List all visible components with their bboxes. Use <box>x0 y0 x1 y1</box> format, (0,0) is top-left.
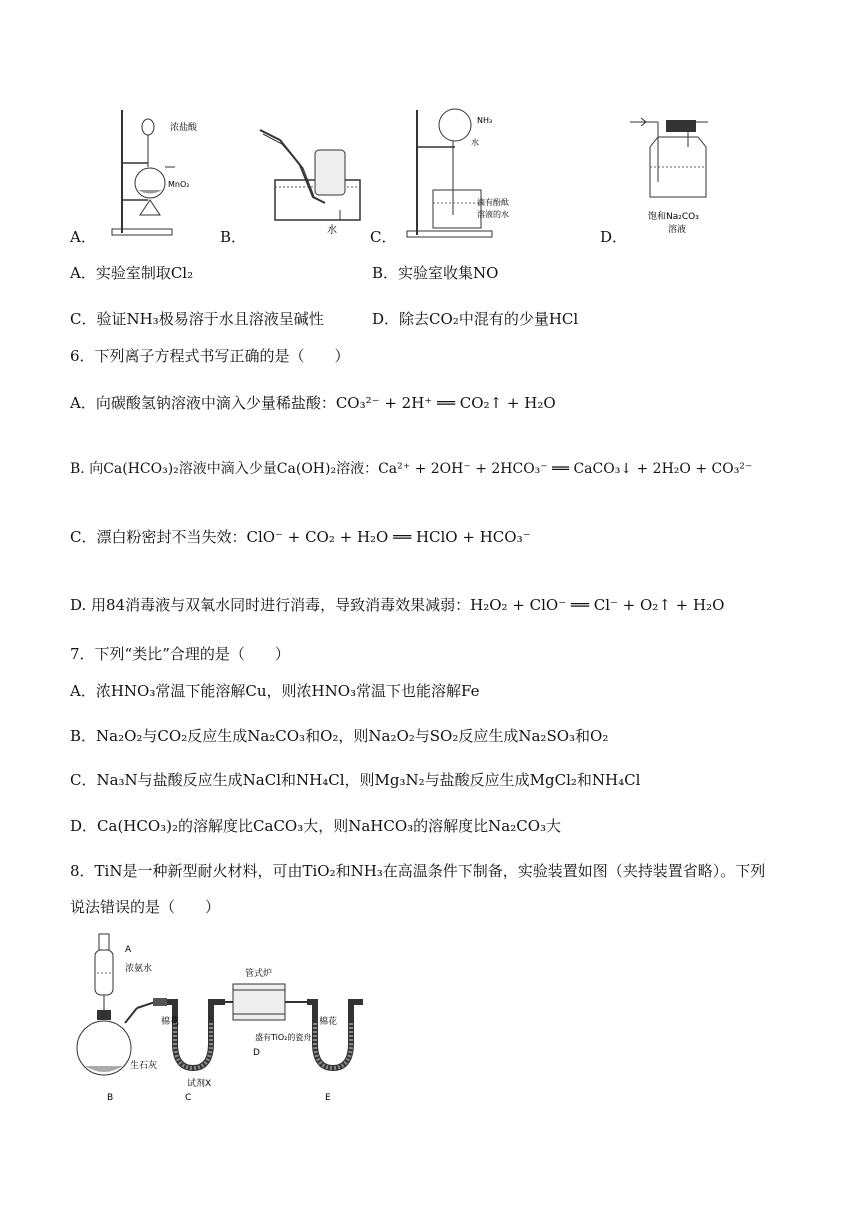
label-cotton-e: 棉花 <box>319 1017 338 1027</box>
fig-c-label4: 溶液的水 <box>477 210 509 219</box>
q6-option-c: C．漂白粉密封不当失效：ClO⁻ + CO₂ + H₂O ══ HClO + HCO₃⁻ <box>70 528 531 546</box>
label-u-tube-e: E <box>325 1093 331 1103</box>
label-boat: 盛有TiO₂的瓷舟 <box>255 1033 312 1042</box>
fig-c-label: C． <box>370 228 397 246</box>
fig-d-label2: 溶液 <box>668 225 687 235</box>
q8-stem-line1: 8．TiN是一种新型耐火材料，可由TiO₂和NH₃在高温条件下制备，实验装置如图（夹持装置省略）。下列 <box>70 862 766 880</box>
fig-d-label1: 饱和Na₂CO₃ <box>648 212 699 222</box>
q5-option-b: B．实验室收集NO <box>372 264 499 282</box>
fig-b-collection-apparatus <box>255 125 370 240</box>
fig-a-chlorine-apparatus <box>110 105 220 240</box>
q7-option-c: C．Na₃N与盐酸反应生成NaCl和NH₄Cl，则Mg₃N₂与盐酸反应生成MgCl₂和NH₄Cl <box>70 771 641 789</box>
q8-tin-apparatus-diagram <box>75 928 375 1108</box>
fig-c-label3: 滴有酚酞 <box>477 198 509 207</box>
q6-option-d: D. 用84消毒液与双氧水同时进行消毒，导致消毒效果减弱：H₂O₂ + ClO⁻ ══ Cl⁻ + O₂↑ + H₂O <box>70 596 725 614</box>
label-funnel-a: A <box>125 945 132 955</box>
fig-a-label1: 浓盐酸 <box>170 123 198 133</box>
fig-a-label2: MnO₂ <box>168 180 190 189</box>
q7-option-a: A．浓HNO₃常温下能溶解Cu，则浓HNO₃常温下也能溶解Fe <box>70 682 480 700</box>
q7-stem: 7．下列“类比”合理的是（ ） <box>70 645 290 663</box>
label-furnace: 管式炉 <box>245 969 273 979</box>
label-ammonia: 浓氨水 <box>125 964 153 974</box>
label-flask-b: B <box>107 1093 114 1103</box>
label-lime: 生石灰 <box>130 1061 158 1071</box>
label-reagent-x: 试剂X <box>187 1079 212 1089</box>
q7-option-d: D．Ca(HCO₃)₂的溶解度比CaCO₃大，则NaHCO₃的溶解度比Na₂CO₃大 <box>70 817 562 835</box>
fig-c-label1: NH₃ <box>477 116 493 125</box>
fig-a-label: A． <box>70 228 96 246</box>
label-cotton-c: 棉花 <box>161 1017 180 1027</box>
fig-b-label1: 水 <box>327 225 337 236</box>
fig-c-label2: 水 <box>471 138 479 147</box>
fig-d-label: D． <box>600 228 628 246</box>
fig-d-washing-bottle <box>628 112 738 240</box>
label-furnace-d: D <box>253 1048 260 1058</box>
fig-b-label: B． <box>220 228 247 246</box>
q5-option-c: C．验证NH₃极易溶于水且溶液呈碱性 <box>70 310 324 328</box>
q6-option-a: A．向碳酸氢钠溶液中滴入少量稀盐酸：CO₃²⁻ + 2H⁺ ══ CO₂↑ + H₂O <box>70 394 556 412</box>
q5-option-d: D．除去CO₂中混有的少量HCl <box>372 310 579 328</box>
q7-option-b: B．Na₂O₂与CO₂反应生成Na₂CO₃和O₂，则Na₂O₂与SO₂反应生成Na₂SO₃和O₂ <box>70 727 609 745</box>
label-u-tube-c: C <box>185 1093 192 1103</box>
fig-c-fountain-apparatus <box>405 105 530 240</box>
q5-option-a: A．实验室制取Cl₂ <box>70 264 194 282</box>
q6-option-b: B. 向Ca(HCO₃)₂溶液中滴入少量Ca(OH)₂溶液：Ca²⁺ + 2OH⁻ + 2HCO₃⁻ ══ CaCO₃↓ + 2H₂O + CO₃²⁻ <box>70 461 753 477</box>
q8-stem-line2: 说法错误的是（ ） <box>70 898 221 916</box>
q6-stem: 6．下列离子方程式书写正确的是（ ） <box>70 347 350 365</box>
